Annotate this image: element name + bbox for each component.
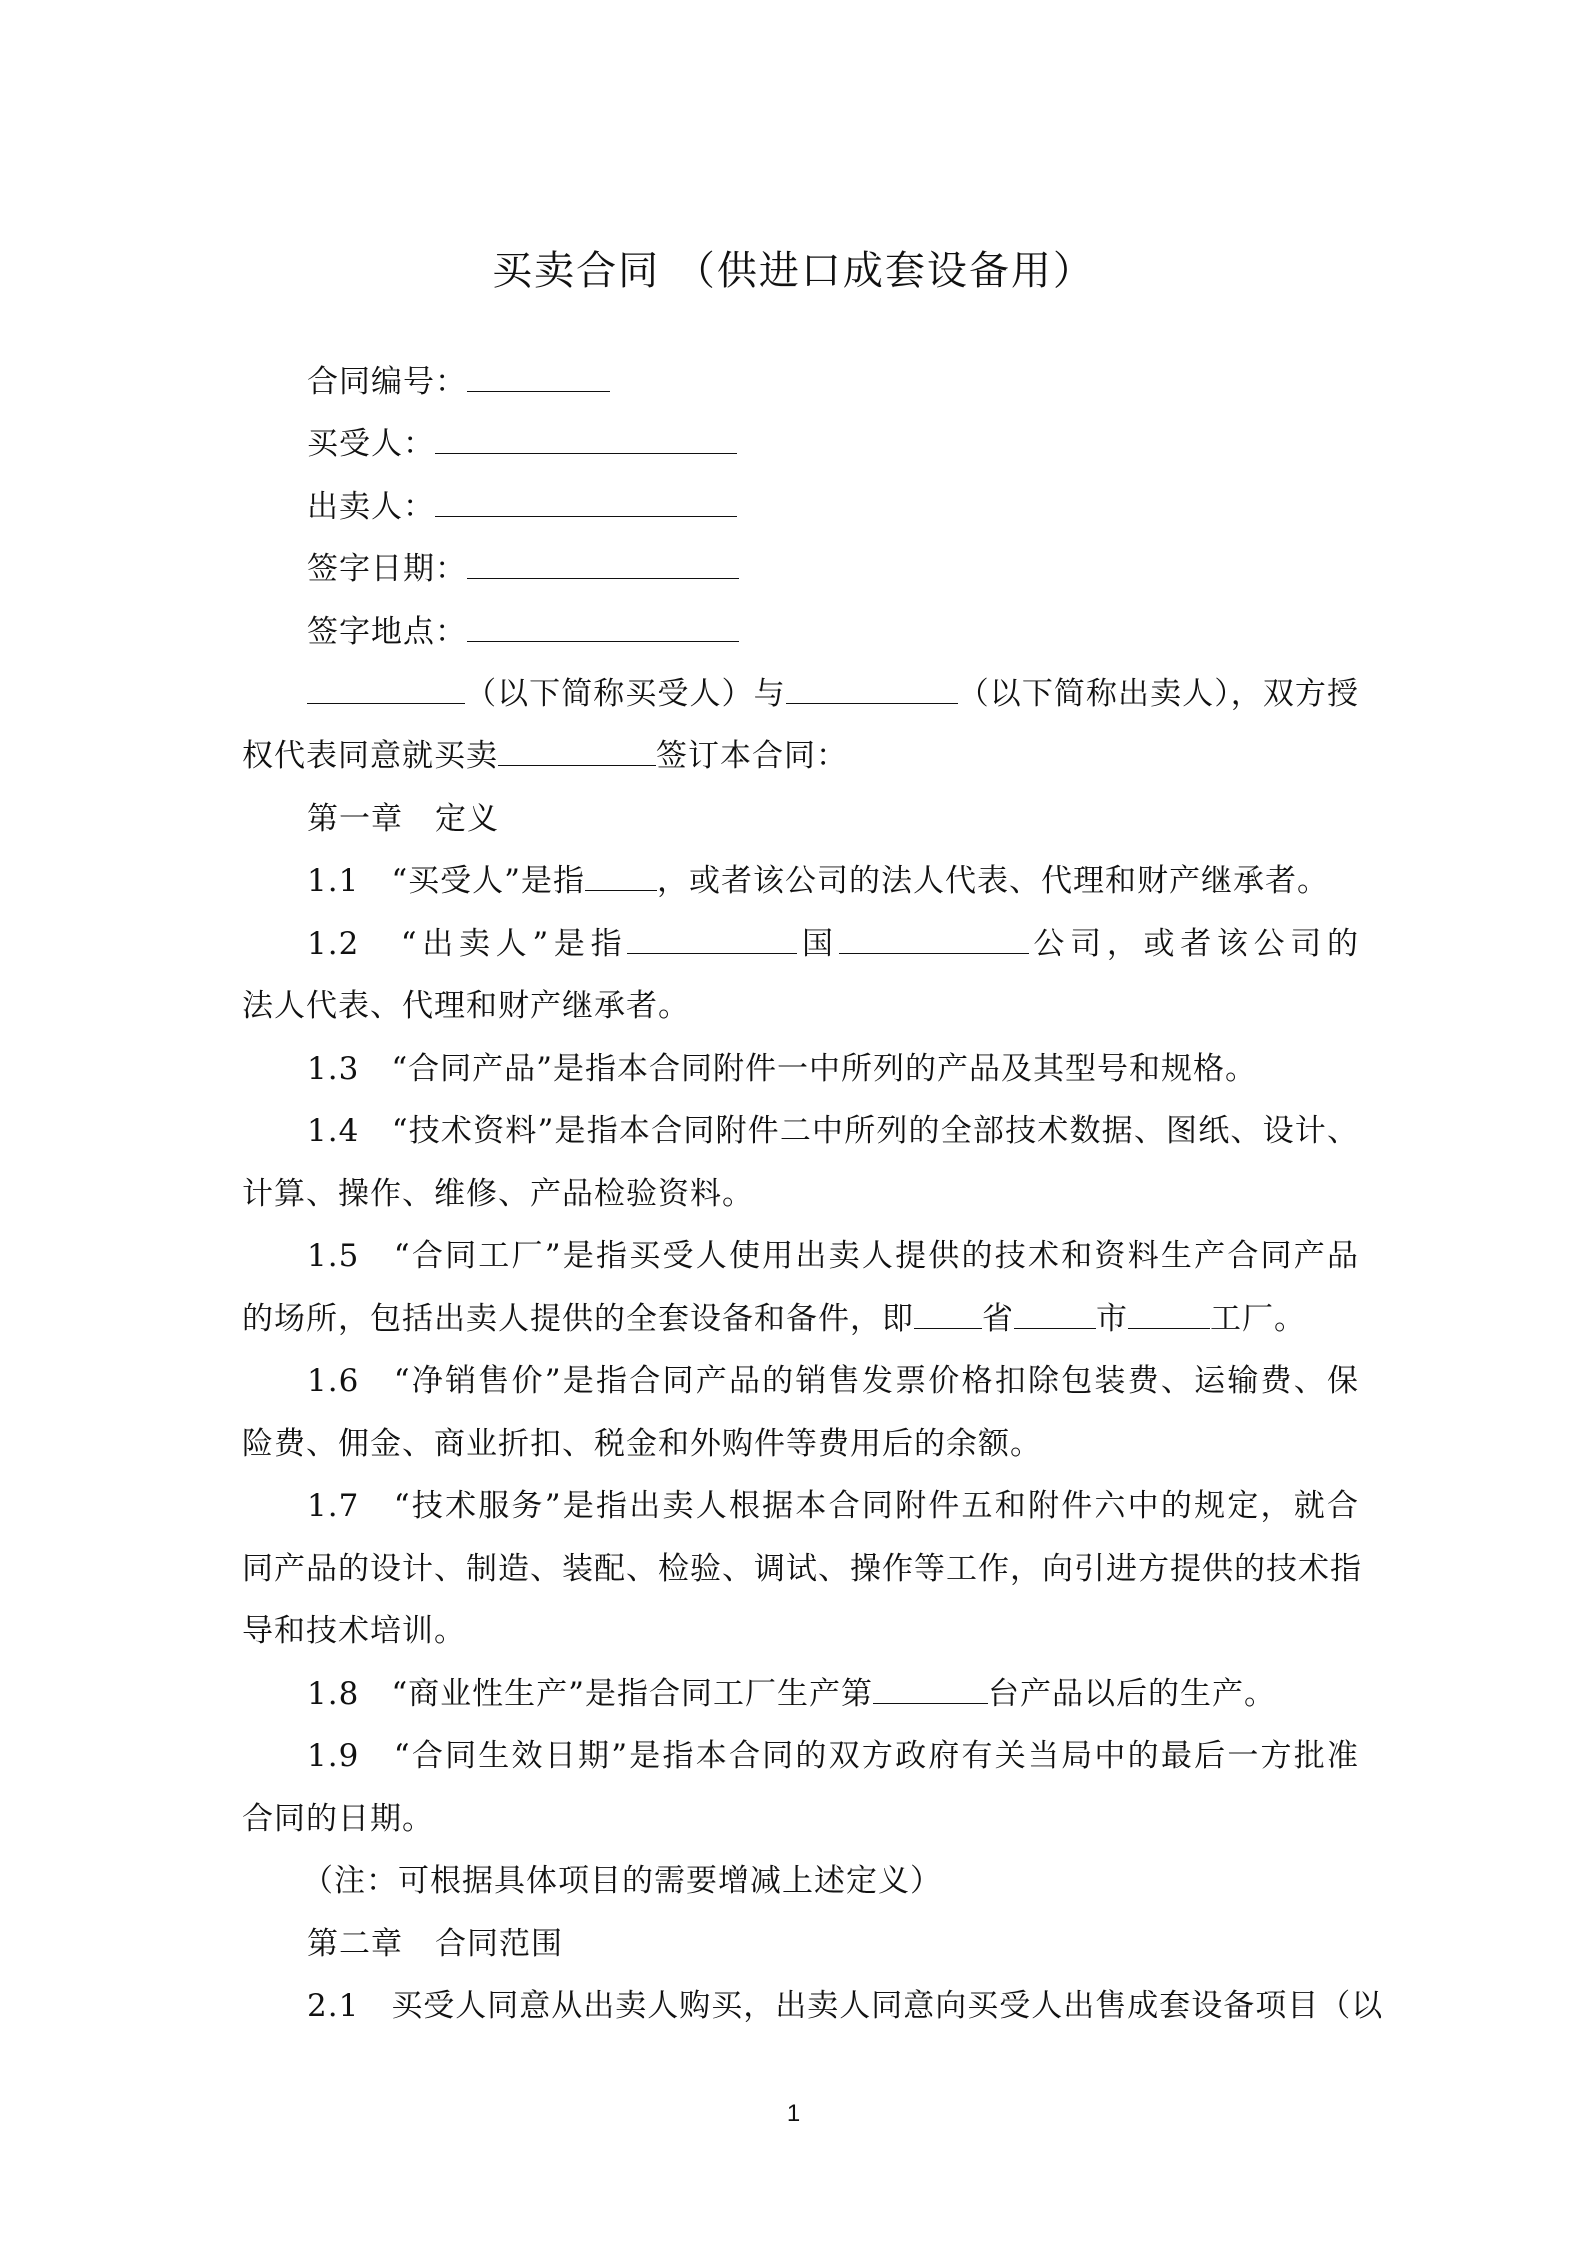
clause-number: 2.1 <box>307 1988 360 2024</box>
clause-number: 1.3 <box>307 1051 360 1087</box>
clause-1-2 <box>242 922 1359 966</box>
clause-1-7 <box>242 1484 1359 1528</box>
clause-text: “合同生效日期”是指本合同的双方政府有关当局中的最后一方批准 <box>393 1738 1359 1774</box>
buyer-field <box>242 422 1359 466</box>
clause-number: 1.5 <box>307 1238 360 1274</box>
clause-number: 1.8 <box>307 1676 360 1712</box>
seller-blank[interactable] <box>435 486 737 517</box>
chapter-1-heading: 第一章 定义 <box>307 801 499 837</box>
clause-number: 1.2 <box>307 926 360 962</box>
clause-text: 买受人同意从出卖人购买，出卖人同意向买受人出售成套设备项目（以 <box>391 1988 1384 2024</box>
clause-1-7-cont-2: 导和技术培训。 <box>242 1613 466 1649</box>
clause-1-6-cont: 险费、佣金、商业折扣、税金和外购件等费用后的余额。 <box>242 1426 1042 1462</box>
clause-1-4-cont: 计算、操作、维修、产品检验资料。 <box>242 1176 754 1212</box>
intro-text: （以下简称买受人）与 <box>465 676 786 712</box>
clause-text: “合同工厂”是指买受人使用出卖人提供的技术和资料生产合同产品 <box>393 1238 1359 1274</box>
clause-text: 国 <box>797 926 839 962</box>
clause-1-5-cont <box>242 1297 1359 1341</box>
clause-number: 1.4 <box>307 1113 360 1149</box>
clause-1-5 <box>242 1234 1359 1278</box>
clause-blank[interactable] <box>585 860 657 891</box>
signing-date-field <box>242 547 1359 591</box>
intro-text: （以下简称出卖人），双方授 <box>957 676 1359 712</box>
signing-date-blank[interactable] <box>467 548 739 579</box>
clause-text: 市 <box>1096 1301 1128 1337</box>
clause-text: “技术资料”是指本合同附件二中所列的全部技术数据、图纸、设计、 <box>391 1113 1359 1149</box>
intro-text: 权代表同意就买卖 <box>242 738 498 774</box>
clause-1-9 <box>242 1734 1359 1778</box>
province-blank[interactable] <box>914 1298 982 1329</box>
signing-place-field <box>242 610 1359 654</box>
clause-1-9-cont: 合同的日期。 <box>242 1801 434 1837</box>
clause-number: 1.6 <box>307 1363 360 1399</box>
clause-text: 公司，或者该公司的 <box>1028 926 1360 962</box>
intro-line-1 <box>242 672 1359 716</box>
clause-1-1 <box>242 859 1359 903</box>
clause-text: “合同产品”是指本合同附件一中所列的产品及其型号和规格。 <box>391 1051 1258 1087</box>
intro-text: 签订本合同： <box>656 738 848 774</box>
clause-1-4 <box>242 1109 1359 1153</box>
clause-text: “买受人”是指 <box>391 863 586 899</box>
intro-line-2 <box>242 734 1359 778</box>
buyer-blank[interactable] <box>435 423 737 454</box>
clause-number: 1.9 <box>307 1738 360 1774</box>
chapter-2-heading: 第二章 合同范围 <box>307 1926 563 1962</box>
field-label: 买受人： <box>307 426 435 462</box>
seller-name-blank[interactable] <box>786 673 958 704</box>
clause-text: 的场所，包括出卖人提供的全套设备和备件，即 <box>242 1301 914 1337</box>
clause-number: 1.7 <box>307 1488 360 1524</box>
city-blank[interactable] <box>1014 1298 1096 1329</box>
clause-text: 台产品以后的生产。 <box>988 1676 1277 1712</box>
clause-text: ，或者该公司的法人代表、代理和财产继承者。 <box>657 863 1330 899</box>
clause-1-6 <box>242 1359 1359 1403</box>
goods-blank[interactable] <box>498 735 656 766</box>
clause-1-8 <box>242 1672 1359 1716</box>
clause-number: 1.1 <box>307 863 360 899</box>
clause-text: 省 <box>982 1301 1014 1337</box>
note: （注：可根据具体项目的需要增减上述定义） <box>302 1863 942 1899</box>
clause-blank[interactable] <box>839 923 1029 954</box>
field-label: 签字日期： <box>307 551 467 587</box>
clause-text: 工厂。 <box>1210 1301 1306 1337</box>
clause-text: “净销售价”是指合同产品的销售发票价格扣除包装费、运输费、保 <box>393 1363 1359 1399</box>
clause-1-3 <box>242 1047 1359 1091</box>
units-blank[interactable] <box>873 1673 988 1704</box>
clause-text: “出卖人”是指 <box>400 926 628 962</box>
contract-number-blank[interactable] <box>467 361 610 392</box>
field-label: 签字地点： <box>307 614 467 650</box>
contract-number-field <box>242 360 1359 404</box>
signing-place-blank[interactable] <box>467 611 739 642</box>
seller-field <box>242 485 1359 529</box>
factory-blank[interactable] <box>1128 1298 1210 1329</box>
field-label: 合同编号： <box>307 364 467 400</box>
field-label: 出卖人： <box>307 489 435 525</box>
clause-text: “商业性生产”是指合同工厂生产第 <box>391 1676 874 1712</box>
contract-title: 买卖合同 （供进口成套设备用） <box>492 248 1095 294</box>
buyer-name-blank[interactable] <box>307 673 465 704</box>
clause-1-2-cont: 法人代表、代理和财产继承者。 <box>242 988 690 1024</box>
clause-text: “技术服务”是指出卖人根据本合同附件五和附件六中的规定，就合 <box>393 1488 1359 1524</box>
page-number: 1 <box>786 2100 801 2127</box>
clause-blank[interactable] <box>627 923 797 954</box>
clause-2-1 <box>242 1984 1384 2028</box>
clause-1-7-cont: 同产品的设计、制造、装配、检验、调试、操作等工作，向引进方提供的技术指 <box>242 1551 1362 1587</box>
